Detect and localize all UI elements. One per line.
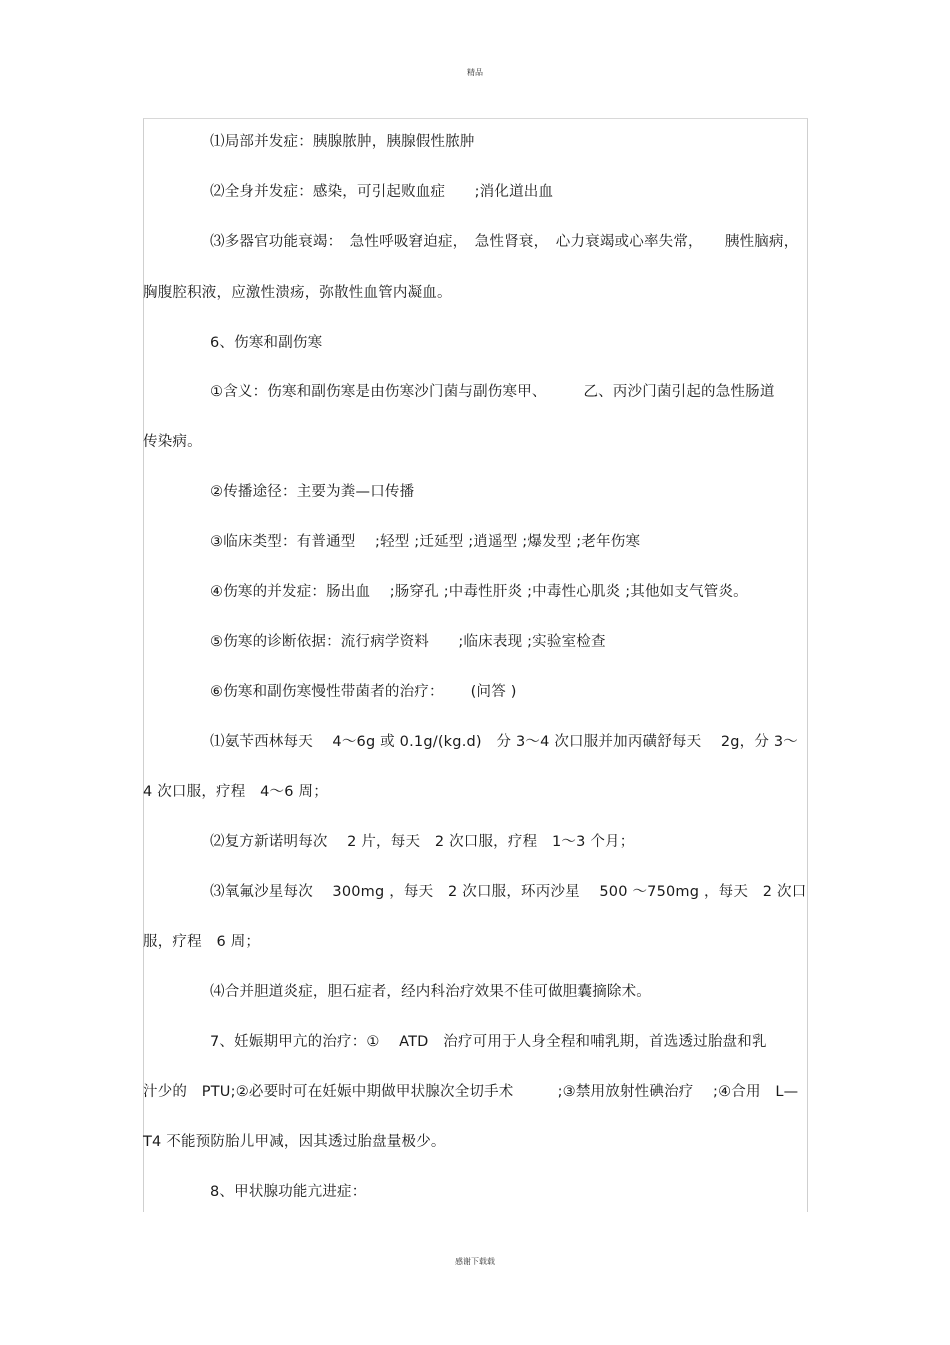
- text-line: T4 不能预防胎儿甲减，因其透过胎盘量极少。: [143, 1134, 446, 1150]
- text-line: 胸腹腔积液，应激性溃疡，弥散性血管内凝血。: [143, 285, 452, 301]
- text-line: 4 次口服，疗程 4～6 周；: [143, 784, 328, 800]
- text-line: ⑥伤寒和副伤寒慢性带菌者的治疗： (问答 ): [210, 684, 517, 700]
- text-line: ⑶多器官功能衰竭： 急性呼吸窘迫症， 急性肾衰， 心力衰竭或心率失常， 胰性脑病，: [210, 234, 799, 250]
- page-footer: 感谢下载载: [455, 1257, 495, 1266]
- text-line: 服，疗程 6 周；: [143, 934, 261, 950]
- text-line: ⑤伤寒的诊断依据：流行病学资料 ;临床表现 ;实验室检查: [210, 634, 606, 650]
- text-line: ④伤寒的并发症：肠出血 ;肠穿孔 ;中毒性肝炎 ;中毒性心肌炎 ;其他如支气管炎。: [210, 584, 748, 600]
- text-line: ②传播途径：主要为粪—口传播: [210, 484, 415, 500]
- text-line: ①含义：伤寒和副伤寒是由伤寒沙门菌与副伤寒甲、 乙、丙沙门菌引起的急性肠道: [210, 384, 775, 400]
- text-line: ⑴氨苄西林每天 4～6g 或 0.1g/(kg.d) 分 3～4 次口服并加丙磺舒每天 2g，分 3～: [210, 734, 798, 750]
- text-line: ⑷合并胆道炎症，胆石症者，经内科治疗效果不佳可做胆囊摘除术。: [210, 984, 651, 1000]
- section-heading: 8、甲状腺功能亢进症：: [210, 1184, 367, 1200]
- section-heading: 7、妊娠期甲亢的治疗：① ATD 治疗可用于人身全程和哺乳期，首选透过胎盘和乳: [210, 1034, 767, 1050]
- text-line: ⑴局部并发症：胰腺脓肿，胰腺假性脓肿: [210, 134, 475, 150]
- text-line: ③临床类型：有普通型 ;轻型 ;迁延型 ;逍遥型 ;爆发型 ;老年伤寒: [210, 534, 641, 550]
- text-line: ⑵复方新诺明每次 2 片，每天 2 次口服，疗程 1～3 个月；: [210, 834, 635, 850]
- text-line: 传染病。: [143, 434, 202, 450]
- page-header: 精品: [467, 68, 483, 77]
- text-line: 汁少的 PTU;②必要时可在妊娠中期做甲状腺次全切手术 ;③禁用放射性碘治疗 ;④合用 L—: [143, 1084, 799, 1100]
- section-heading: 6、伤寒和副伤寒: [210, 335, 323, 351]
- text-line: ⑵全身并发症：感染，可引起败血症 ;消化道出血: [210, 184, 554, 200]
- text-line: ⑶氧氟沙星每次 300mg ，每天 2 次口服，环丙沙星 500 ～750mg ，每天 2 次口: [210, 884, 807, 900]
